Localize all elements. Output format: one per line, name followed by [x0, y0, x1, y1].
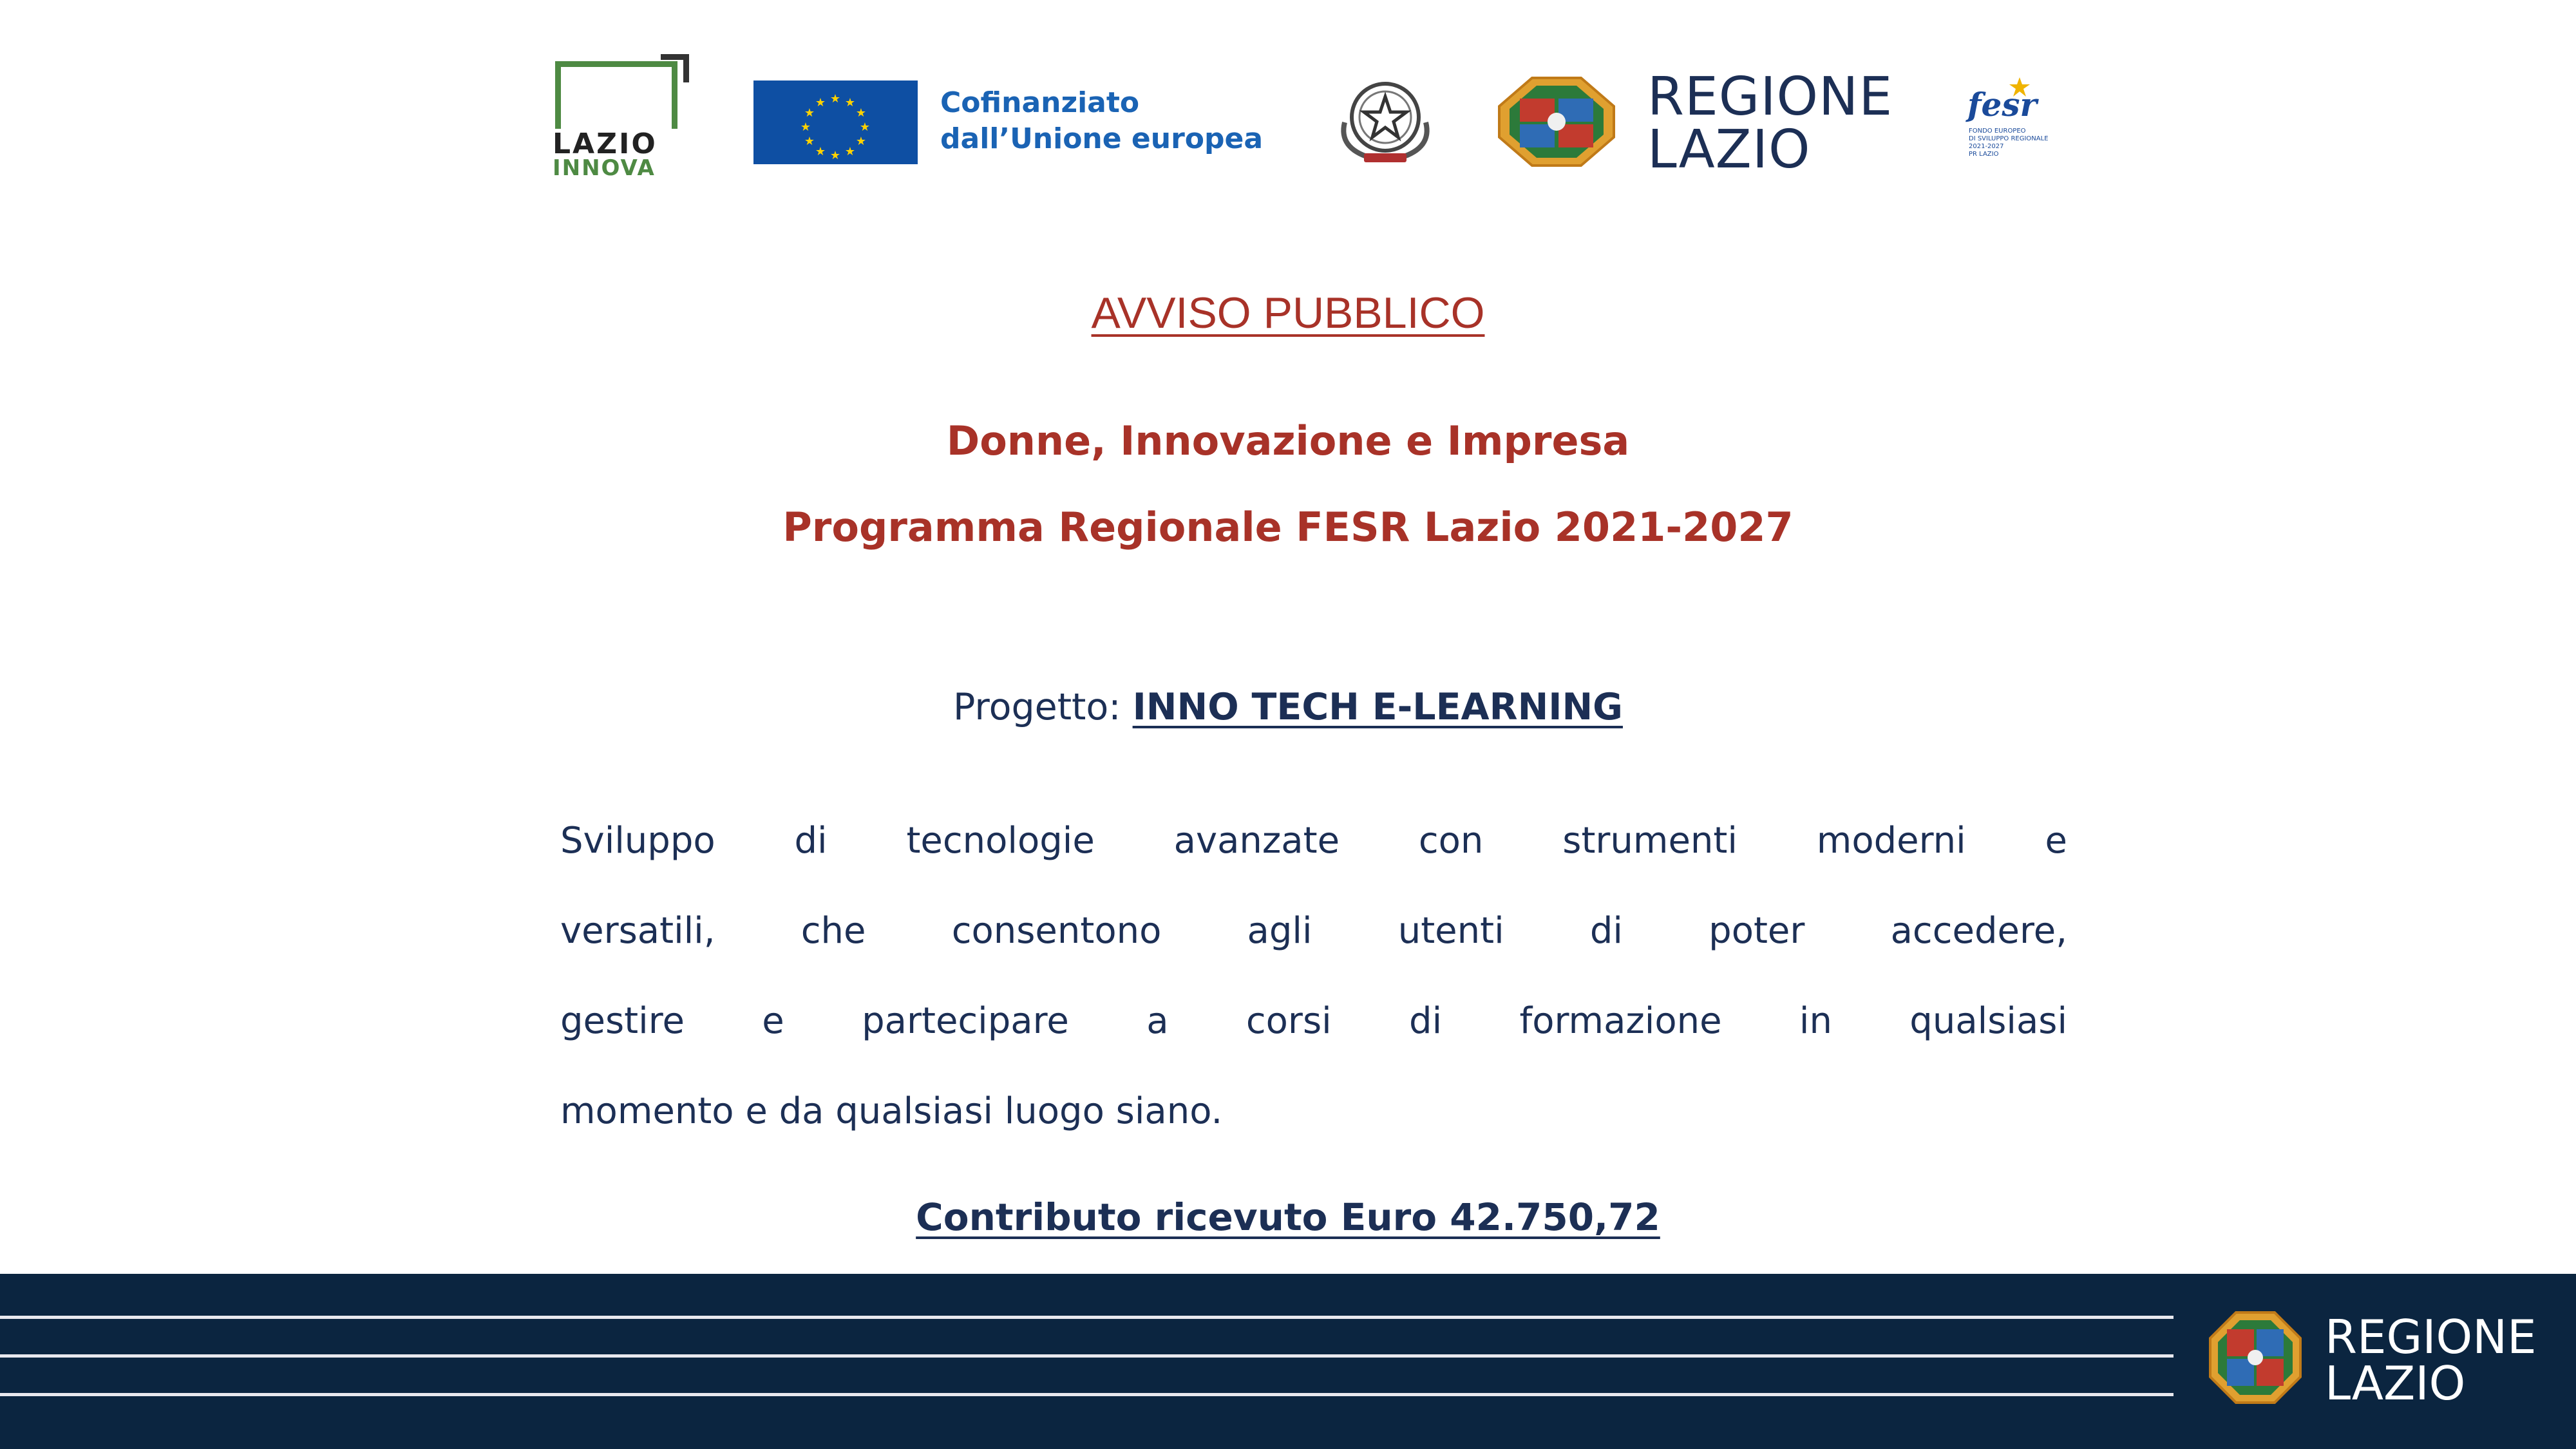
svg-text:★: ★ [829, 149, 841, 162]
description-line-text: versatili, che consentono agli utenti di poter accedere, [560, 910, 2067, 952]
notice-heading [0, 291, 2576, 335]
description-line [560, 796, 2067, 886]
fesr-caption-line: PR LAZIO [1969, 151, 1999, 158]
footer-regione-line2: LAZIO [2325, 1356, 2466, 1410]
footer-stripe [0, 1316, 2174, 1319]
fesr-logo [1967, 77, 2083, 174]
fesr-caption-line: FONDO EUROPEO [1969, 128, 2026, 135]
project-line [0, 683, 2576, 732]
svg-text:★: ★ [859, 120, 871, 134]
svg-text:★: ★ [844, 96, 856, 109]
lazio-innova-corner-icon [661, 54, 689, 82]
eu-stars-icon [753, 80, 918, 164]
footer-band [0, 1274, 2576, 1449]
description-line [560, 886, 2067, 976]
footer-stripe [0, 1393, 2174, 1396]
eu-text-line1: Cofinanziato [940, 86, 1140, 119]
footer-regione-lazio-text [2325, 1310, 2537, 1410]
fesr-caption-line: 2021-2027 [1969, 143, 2004, 150]
logo-strip [0, 0, 2576, 193]
svg-text:★: ★ [800, 120, 811, 134]
svg-text:★: ★ [804, 106, 815, 120]
footer-regione-lazio-emblem-icon [2208, 1310, 2303, 1405]
svg-text:★: ★ [804, 135, 815, 148]
lazio-innova-frame-icon [555, 61, 677, 129]
project-description [560, 796, 2067, 1157]
regione-lazio-emblem-icon [1497, 75, 1616, 168]
description-line-text: momento e da qualsiasi luogo siano. [560, 1090, 1223, 1132]
italian-republic-emblem-icon [1332, 77, 1439, 167]
fesr-word: fesr [1967, 86, 2037, 124]
eu-cofinanced-text [940, 85, 1263, 157]
eu-text-line2: dall’Unione europea [940, 122, 1264, 155]
description-line-text: Sviluppo di tecnologie avanzate con strumenti moderni e [560, 820, 2067, 862]
description-line-text: gestire e partecipare a corsi di formazione in qualsiasi [560, 1000, 2067, 1042]
contribution-text: Contributo ricevuto Euro 42.750,72 [916, 1195, 1660, 1239]
notice-title-line2: Programma Regionale FESR Lazio 2021-2027 [782, 504, 1794, 551]
contribution-amount [0, 1193, 2576, 1242]
description-line [560, 1066, 2067, 1157]
lazio-innova-subtext: INNOVA [553, 155, 656, 181]
svg-text:★: ★ [844, 145, 856, 158]
svg-text:★: ★ [829, 92, 841, 106]
fesr-caption [1969, 128, 2085, 158]
footer-regione-line1: REGIONE [2325, 1310, 2537, 1364]
notice-heading-text: AVVISO PUBBLICO [1091, 289, 1485, 337]
fesr-caption-line: DI SVILUPPO REGIONALE [1969, 135, 2049, 142]
svg-text:★: ★ [815, 145, 826, 158]
regione-lazio-text [1647, 66, 1893, 180]
regione-lazio-line2: LAZIO [1647, 119, 1811, 180]
eu-flag-icon [753, 80, 918, 164]
notice-title-line1: Donne, Innovazione e Impresa [946, 417, 1630, 464]
svg-text:★: ★ [855, 135, 867, 148]
lazio-innova-text: LAZIO [553, 128, 658, 160]
project-label: Progetto: [953, 686, 1133, 728]
regione-lazio-line1: REGIONE [1647, 66, 1893, 128]
svg-text:★: ★ [815, 96, 826, 109]
footer-stripe [0, 1354, 2174, 1358]
description-line [560, 976, 2067, 1066]
project-name: INNO TECH E-LEARNING [1132, 686, 1623, 728]
svg-text:★: ★ [855, 106, 867, 120]
